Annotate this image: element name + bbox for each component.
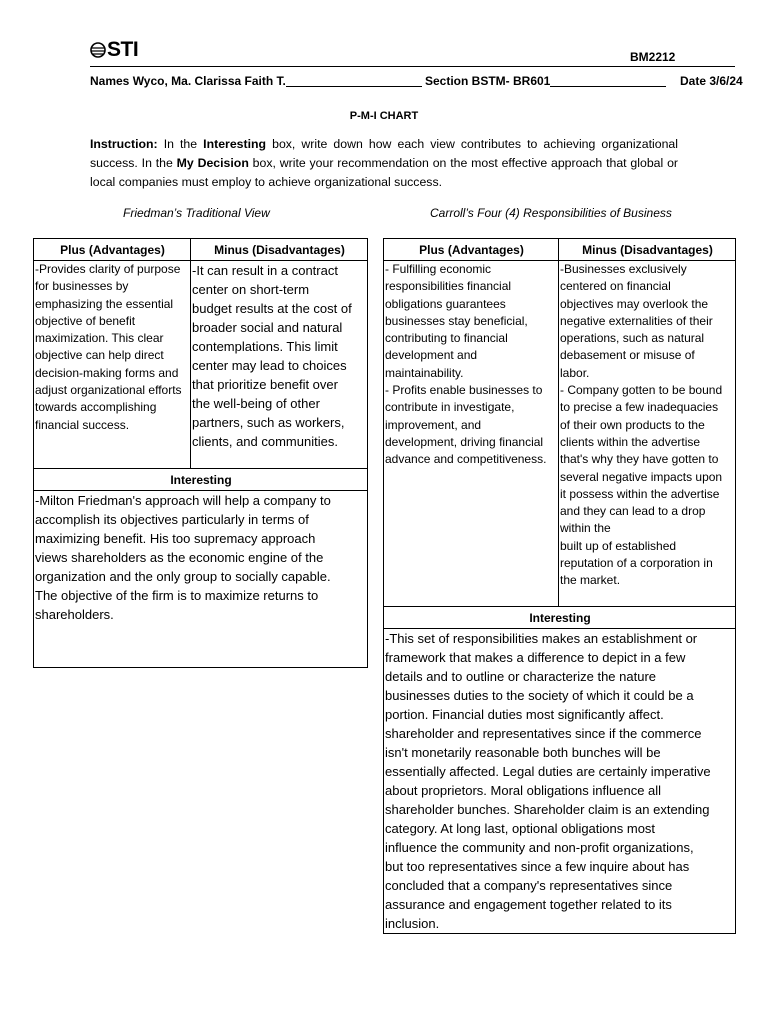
left-interesting-cell: -Milton Friedman's approach will help a company to accomplish its objectives particularly in terms of maximizing benefit. His too supremacy approach views shareholders as the economic engine of the organization and the only group to socially capable. The objective of the firm is to maximize returns to shareholders. bbox=[35, 493, 331, 622]
instruction-paragraph bbox=[90, 135, 678, 192]
right-interesting-header: Interesting bbox=[384, 607, 736, 629]
friedman-pmi-table bbox=[33, 238, 368, 668]
right-interesting-cell: -This set of responsibilities makes an establishment or framework that makes a difference to depict in a few details and to outline or characterize the nature businesses duties to the society of which it could be a portion. Financial duties most significantly affect. shareholder and representatives since if the commerce isn't monetarily reasonable both bunches will be essentially affected. Legal duties are certainly imperative about proprietors. Moral obligations influence all shareholder bunches. Shareholder claim is an extending category. At long last, optional obligations most influence the community and non-profit organizations, but too representatives since a few inquire about has concluded that a company's representatives since assurance and engagement together related to its inclusion. bbox=[385, 631, 711, 931]
instruction-text-2: box, write down how each view contributes to achieving organizational success. In the bbox=[90, 137, 678, 170]
right-plus-header: Plus (Advantages) bbox=[384, 239, 559, 261]
right-table-caption: Carroll’s Four (4) Responsibilities of Business bbox=[430, 206, 672, 220]
section-field bbox=[425, 74, 666, 88]
instruction-text-3: box, write your recommendation on the most effective approach that global or local companies must employ to achieve organizational success. bbox=[90, 156, 679, 189]
left-minus-header: Minus (Disadvantages) bbox=[191, 239, 368, 261]
page-title: P-M-I CHART bbox=[349, 110, 419, 122]
header-divider bbox=[90, 66, 735, 67]
left-plus-header: Plus (Advantages) bbox=[34, 239, 191, 261]
instruction-text-1: In the bbox=[157, 137, 204, 151]
names-field bbox=[90, 74, 422, 88]
left-interesting-header: Interesting bbox=[34, 469, 368, 491]
right-minus-cell: -Businesses exclusively centered on financial objectives may overlook the negative externalities of their operations, such as natural debasement or misuse of labor. - Company gotten to be bound to precise a few inadequacies of their own products to the clients within the advertise that's why they have gotten to several negative impacts upon it possess within the advertise and they can lead to a drop within the built up of established reputation of a corporation in the market. bbox=[560, 262, 723, 588]
instruction-bold-my-decision: My Decision bbox=[176, 156, 249, 170]
right-plus-cell: - Fulfilling economic responsibilities financial obligations guarantees businesses stay beneficial, contributing to financial development and maintainability. - Profits enable businesses to contribute in investigate, improvement, and development, driving financial advance and competitiveness. bbox=[385, 262, 547, 467]
section-label: Section BSTM- BR601 bbox=[425, 74, 551, 88]
left-table-caption: Friedman’s Traditional View bbox=[123, 206, 270, 220]
instruction-lead: Instruction: bbox=[90, 137, 158, 151]
section-underline bbox=[550, 74, 666, 87]
logo-text: STI bbox=[107, 38, 139, 61]
names-underline bbox=[286, 74, 422, 87]
carroll-pmi-table bbox=[383, 238, 736, 934]
instruction-bold-interesting: Interesting bbox=[203, 137, 267, 151]
right-minus-header: Minus (Disadvantages) bbox=[559, 239, 736, 261]
date-field: Date 3/6/24 bbox=[680, 74, 743, 88]
sti-logo-icon bbox=[90, 42, 106, 58]
document-code: BM2212 bbox=[630, 50, 676, 64]
left-minus-cell: -It can result in a contract center on short-term budget results at the cost of broader social and natural contemplations. This limit center may lead to choices that prioritize benefit over the well-being of other partners, such as workers, clients, and communities. bbox=[192, 263, 352, 449]
left-plus-cell: -Provides clarity of purpose for businesses by emphasizing the essential objective of benefit maximization. This clear objective can help direct decision-making forms and adjust organizational efforts towards accomplishing financial success. bbox=[35, 262, 182, 432]
names-label: Names Wyco, Ma. Clarissa Faith T. bbox=[90, 74, 286, 88]
sti-logo bbox=[90, 38, 138, 62]
